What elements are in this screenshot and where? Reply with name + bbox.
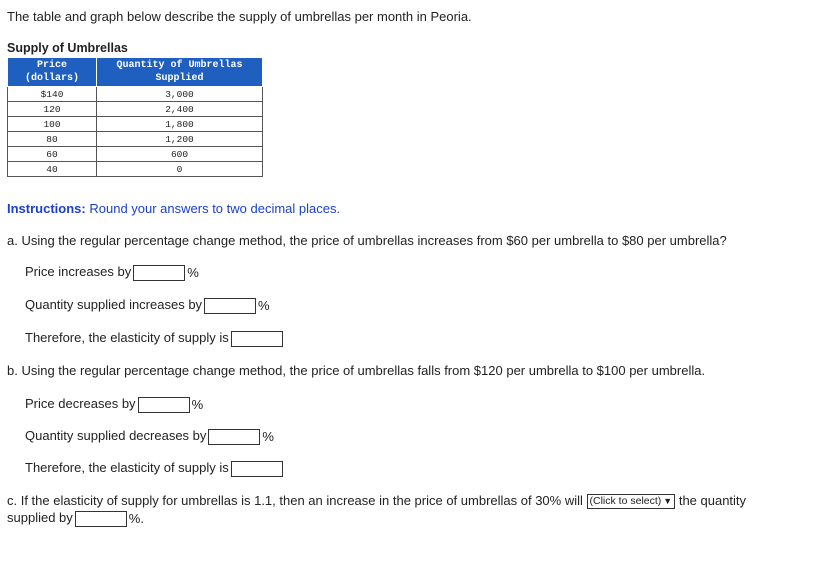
price-cell: 80 bbox=[8, 132, 97, 147]
a-elasticity-row bbox=[25, 330, 285, 347]
a-price-label: Price increases by bbox=[25, 264, 132, 279]
quantity-cell: 600 bbox=[97, 147, 263, 162]
c-select-value: (Click to select) bbox=[589, 495, 662, 508]
quantity-cell: 0 bbox=[97, 162, 263, 177]
price-cell: 60 bbox=[8, 147, 97, 162]
a-quantity-row bbox=[25, 297, 270, 314]
price-cell: $140 bbox=[8, 87, 97, 102]
a-elasticity-input[interactable] bbox=[231, 331, 283, 347]
percent-sign: % bbox=[191, 397, 204, 413]
c-text-after: the quantity bbox=[678, 493, 747, 508]
supply-table bbox=[7, 57, 263, 177]
percent-sign: % bbox=[262, 429, 274, 445]
b-quantity-input[interactable] bbox=[208, 429, 260, 445]
quantity-cell: 1,200 bbox=[97, 132, 263, 147]
table-row bbox=[8, 147, 263, 162]
header-price: Price (dollars) bbox=[8, 58, 97, 87]
question-c-line2 bbox=[7, 510, 144, 527]
question-c-line1 bbox=[7, 493, 746, 509]
a-price-input[interactable] bbox=[133, 265, 185, 281]
b-elasticity-input[interactable] bbox=[231, 461, 283, 477]
b-quantity-row bbox=[25, 428, 274, 445]
a-quantity-input[interactable] bbox=[204, 298, 256, 314]
instructions-text: Round your answers to two decimal places. bbox=[89, 201, 341, 216]
table-row bbox=[8, 117, 263, 132]
c-text-before: c. If the elasticity of supply for umbrellas is 1.1, then an increase in the price of umbrellas of 30% will bbox=[7, 493, 583, 508]
price-cell: 40 bbox=[8, 162, 97, 177]
instructions bbox=[7, 201, 340, 216]
b-price-input[interactable] bbox=[138, 397, 190, 413]
table-row bbox=[8, 162, 263, 177]
instructions-label: Instructions: bbox=[7, 201, 86, 216]
c-quantity-input[interactable] bbox=[75, 511, 127, 527]
c-line2-label: supplied by bbox=[7, 510, 73, 525]
a-quantity-label: Quantity supplied increases by bbox=[25, 297, 203, 312]
price-cell: 100 bbox=[8, 117, 97, 132]
b-price-row bbox=[25, 396, 203, 413]
table-row bbox=[8, 132, 263, 147]
header-quantity: Quantity of Umbrellas Supplied bbox=[97, 58, 263, 87]
b-elasticity-row bbox=[25, 460, 285, 477]
price-cell: 120 bbox=[8, 102, 97, 117]
b-quantity-label: Quantity supplied decreases by bbox=[25, 428, 207, 443]
table-row bbox=[8, 102, 263, 117]
quantity-cell: 3,000 bbox=[97, 87, 263, 102]
b-elasticity-label: Therefore, the elasticity of supply is bbox=[25, 460, 229, 475]
b-price-label: Price decreases by bbox=[25, 396, 136, 411]
quantity-cell: 2,400 bbox=[97, 102, 263, 117]
chevron-down-icon: ▼ bbox=[663, 496, 673, 507]
percent-sign: %. bbox=[128, 511, 144, 527]
a-price-row bbox=[25, 264, 199, 281]
intro-text: The table and graph below describe the supply of umbrellas per month in Peoria. bbox=[7, 9, 472, 24]
question-a: a. Using the regular percentage change method, the price of umbrellas increases from $60 per umbrella to $80 per umbrella? bbox=[7, 233, 727, 248]
quantity-cell: 1,800 bbox=[97, 117, 263, 132]
a-elasticity-label: Therefore, the elasticity of supply is bbox=[25, 330, 229, 345]
question-b: b. Using the regular percentage change method, the price of umbrellas falls from $120 per umbrella to $100 per umbrella. bbox=[7, 363, 706, 378]
c-direction-select[interactable] bbox=[587, 494, 676, 509]
percent-sign: % bbox=[258, 298, 270, 314]
percent-sign: % bbox=[187, 265, 199, 281]
table-title: Supply of Umbrellas bbox=[7, 41, 128, 55]
table-row bbox=[8, 87, 263, 102]
